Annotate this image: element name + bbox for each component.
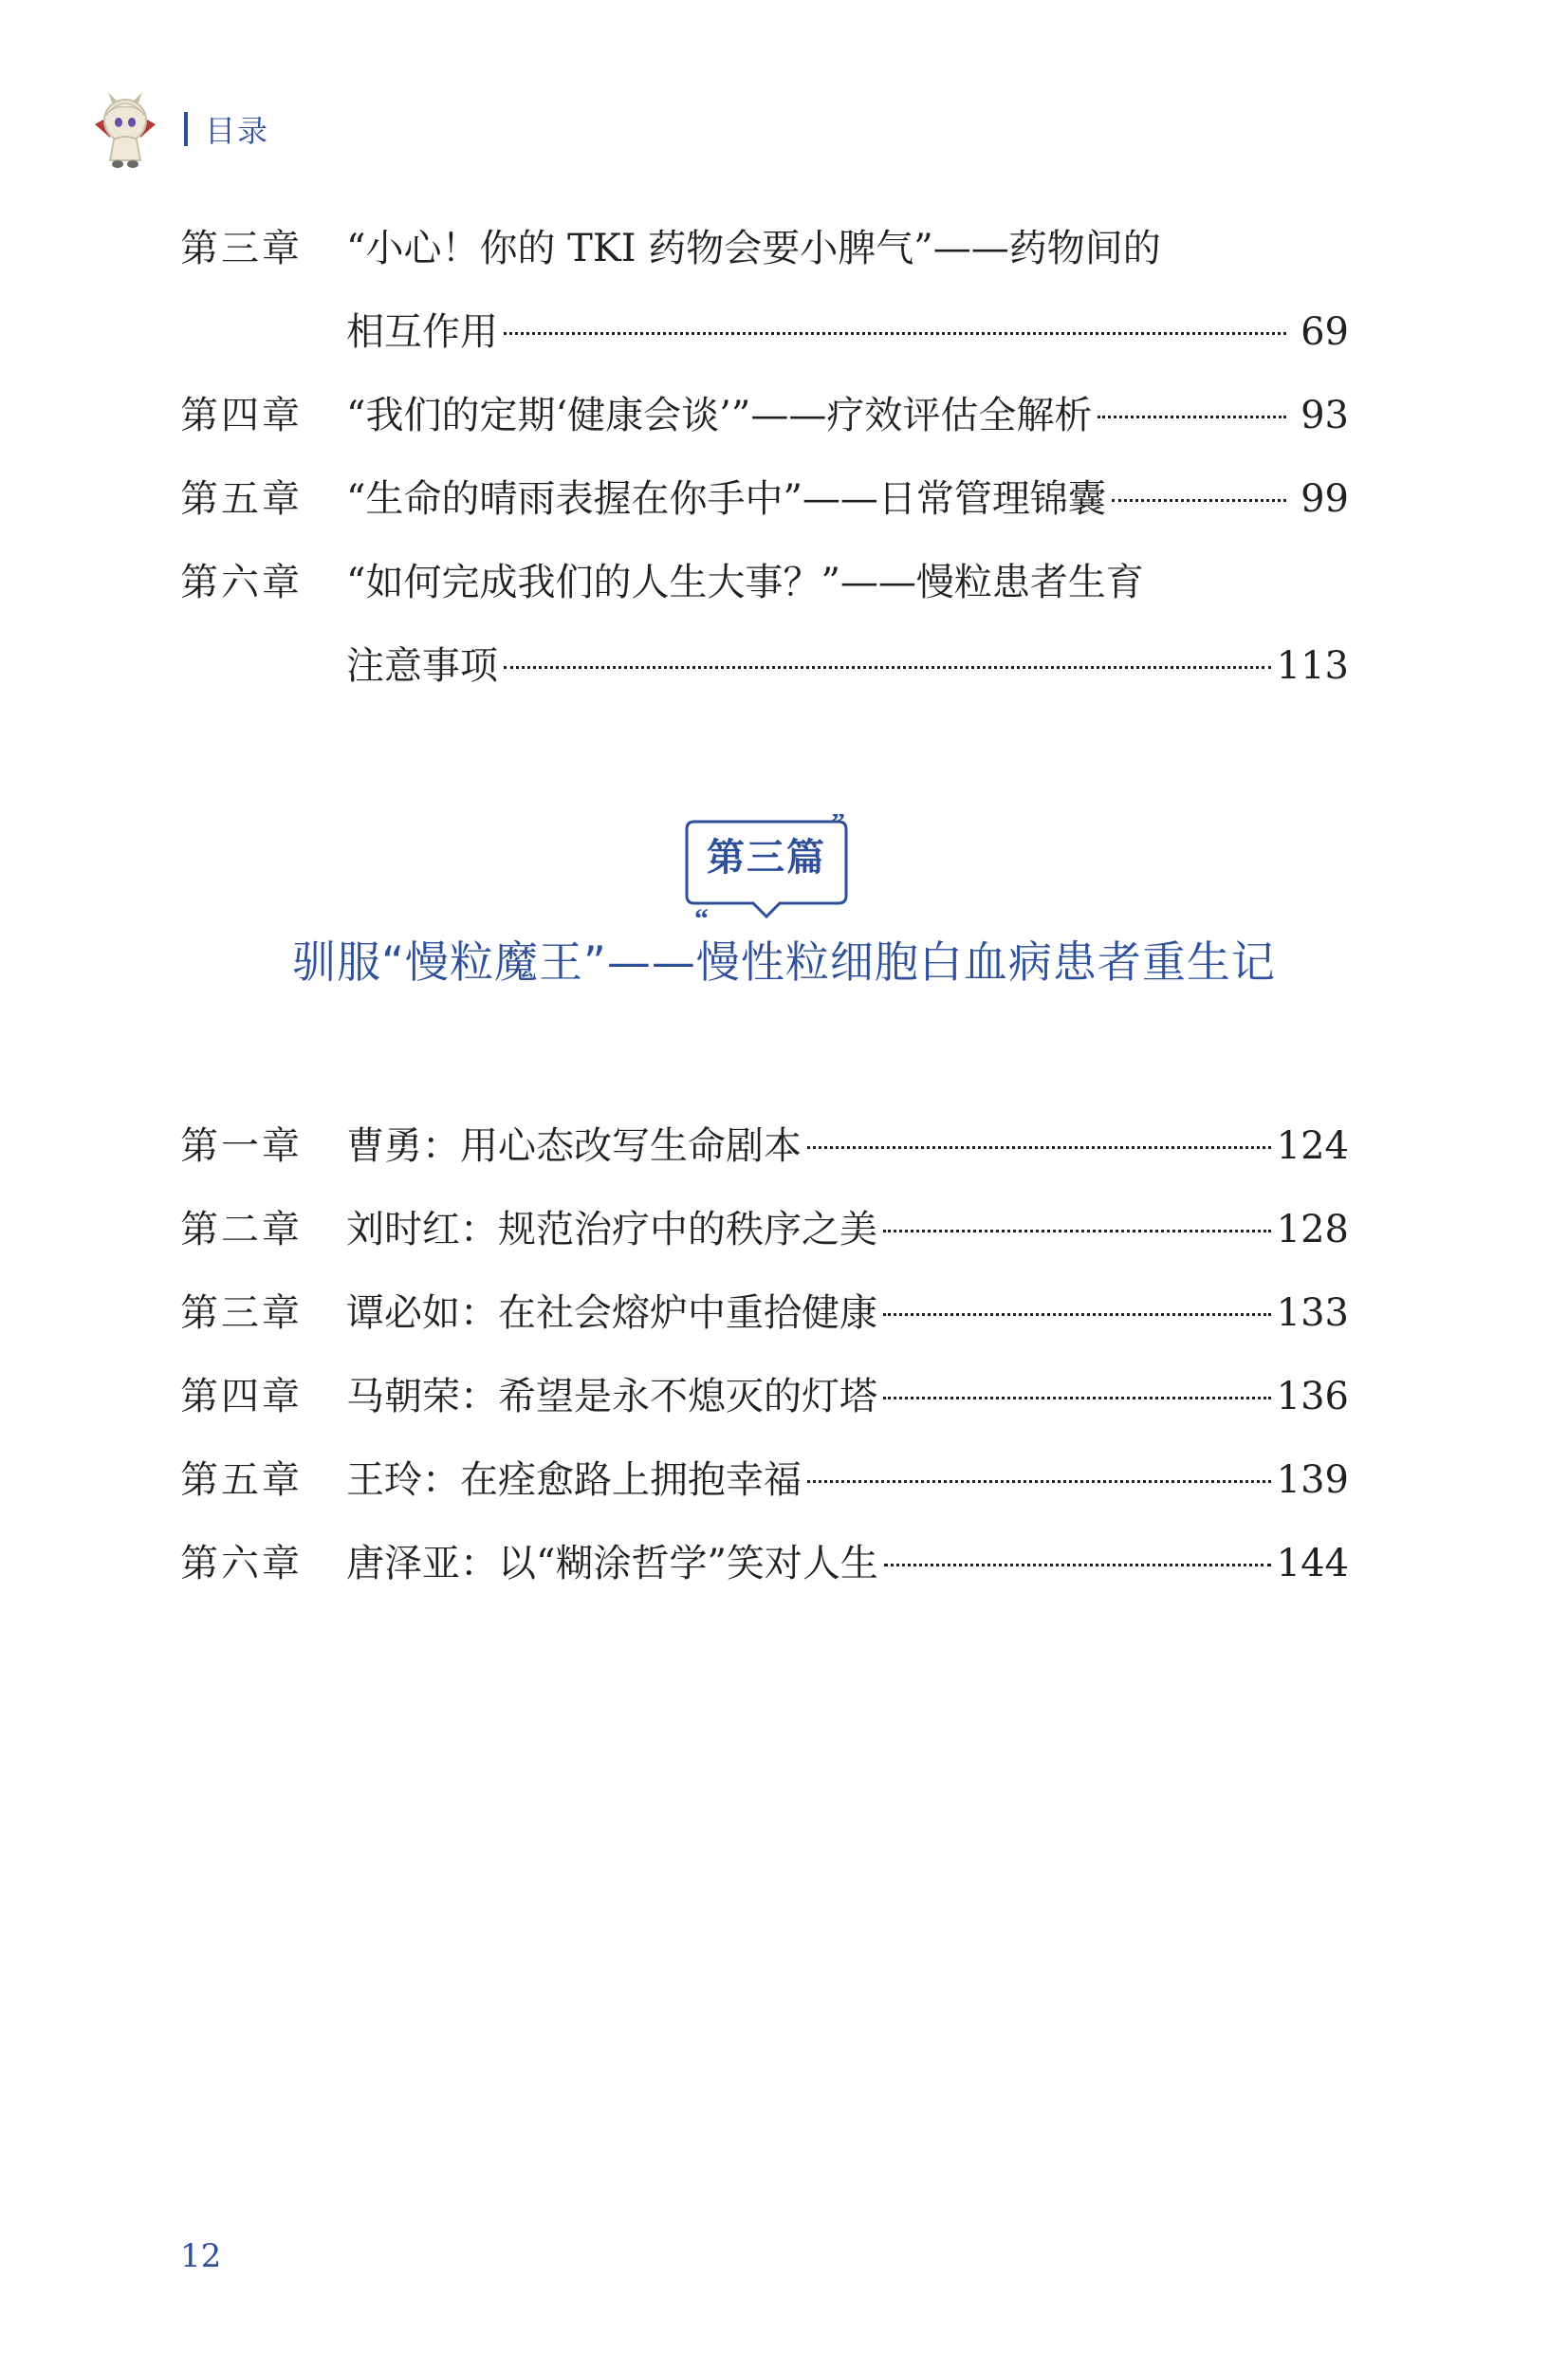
chapter-label: 第四章 (180, 1375, 303, 1418)
chapter-title: “生命的晴雨表握在你手中”——日常管理锦囊 (346, 477, 1106, 521)
chapter-title: “我们的定期‘健康会谈’”——疗效评估全解析 (346, 394, 1093, 437)
section-title: 驯服“慢粒魔王”——慢性粒细胞白血病患者重生记 (292, 936, 1276, 988)
toc-row[interactable] (180, 1104, 1349, 1188)
dot-leader (1098, 416, 1286, 418)
toc-row[interactable] (180, 1355, 1349, 1438)
dot-leader (884, 1564, 1271, 1566)
dot-leader (504, 666, 1271, 669)
page-ref: 128 (1276, 1208, 1349, 1251)
toc-row[interactable] (180, 541, 1349, 624)
page-ref: 93 (1301, 394, 1349, 437)
page-ref: 99 (1301, 477, 1349, 521)
section-badge-label: 第三篇 (707, 836, 826, 880)
chapter-title: “小心！你的 TKI 药物会要小脾气”——药物间的 (346, 227, 1161, 270)
dot-leader (1112, 499, 1286, 502)
page-header (87, 82, 269, 176)
toc-row[interactable] (180, 624, 1349, 708)
chapter-title: 唐泽亚：以“糊涂哲学”笑对人生 (346, 1542, 878, 1585)
chapter-title: 谭必如：在社会熔炉中重拾健康 (346, 1291, 877, 1335)
page-ref: 113 (1276, 644, 1349, 688)
toc-row[interactable] (180, 374, 1349, 457)
section-badge (681, 814, 852, 926)
toc-row[interactable] (180, 290, 1349, 374)
dot-leader (883, 1230, 1271, 1232)
dot-leader (883, 1313, 1271, 1316)
toc-row[interactable] (180, 457, 1349, 541)
chapter-title: 王玲：在痊愈路上拥抱幸福 (346, 1458, 802, 1502)
page-ref: 144 (1276, 1542, 1349, 1585)
chapter-title: 曹勇：用心态改写生命剧本 (346, 1124, 802, 1168)
toc-row[interactable] (180, 1522, 1349, 1605)
toc-part-b (180, 1104, 1349, 1605)
svg-text:“: “ (694, 903, 709, 926)
dot-leader (504, 332, 1286, 335)
chapter-title: “如何完成我们的人生大事？”——慢粒患者生育 (346, 561, 1144, 604)
dot-leader (807, 1146, 1271, 1149)
page-number: 12 (180, 2237, 222, 2275)
chapter-title: 注意事项 (346, 644, 498, 688)
svg-text:”: ” (831, 814, 845, 838)
chapter-label: 第五章 (180, 477, 303, 521)
page-ref: 124 (1276, 1124, 1349, 1168)
dot-leader (883, 1397, 1271, 1399)
toc-row[interactable] (180, 1188, 1349, 1271)
toc-part-a (180, 207, 1349, 708)
chapter-title: 相互作用 (346, 310, 498, 354)
page-ref: 69 (1301, 310, 1349, 354)
chapter-label: 第二章 (180, 1208, 303, 1251)
chapter-label: 第三章 (180, 227, 303, 270)
toc-row[interactable] (180, 207, 1349, 290)
page-ref: 133 (1276, 1291, 1349, 1335)
header-title: 目录 (205, 113, 270, 149)
chapter-title: 马朝荣：希望是永不熄灭的灯塔 (346, 1375, 877, 1418)
page-ref: 136 (1276, 1375, 1349, 1418)
chapter-label: 第六章 (180, 561, 303, 604)
chapter-title: 刘时红：规范治疗中的秩序之美 (346, 1208, 877, 1251)
dot-leader (807, 1480, 1271, 1483)
mascot-icon (87, 86, 163, 172)
chapter-label: 第五章 (180, 1458, 303, 1502)
chapter-label: 第四章 (180, 394, 303, 437)
chapter-label: 第一章 (180, 1124, 303, 1168)
page-ref: 139 (1276, 1458, 1349, 1502)
toc-row[interactable] (180, 1438, 1349, 1522)
chapter-label: 第三章 (180, 1291, 303, 1335)
toc-row[interactable] (180, 1271, 1349, 1355)
header-divider (184, 112, 188, 146)
chapter-label: 第六章 (180, 1542, 303, 1585)
